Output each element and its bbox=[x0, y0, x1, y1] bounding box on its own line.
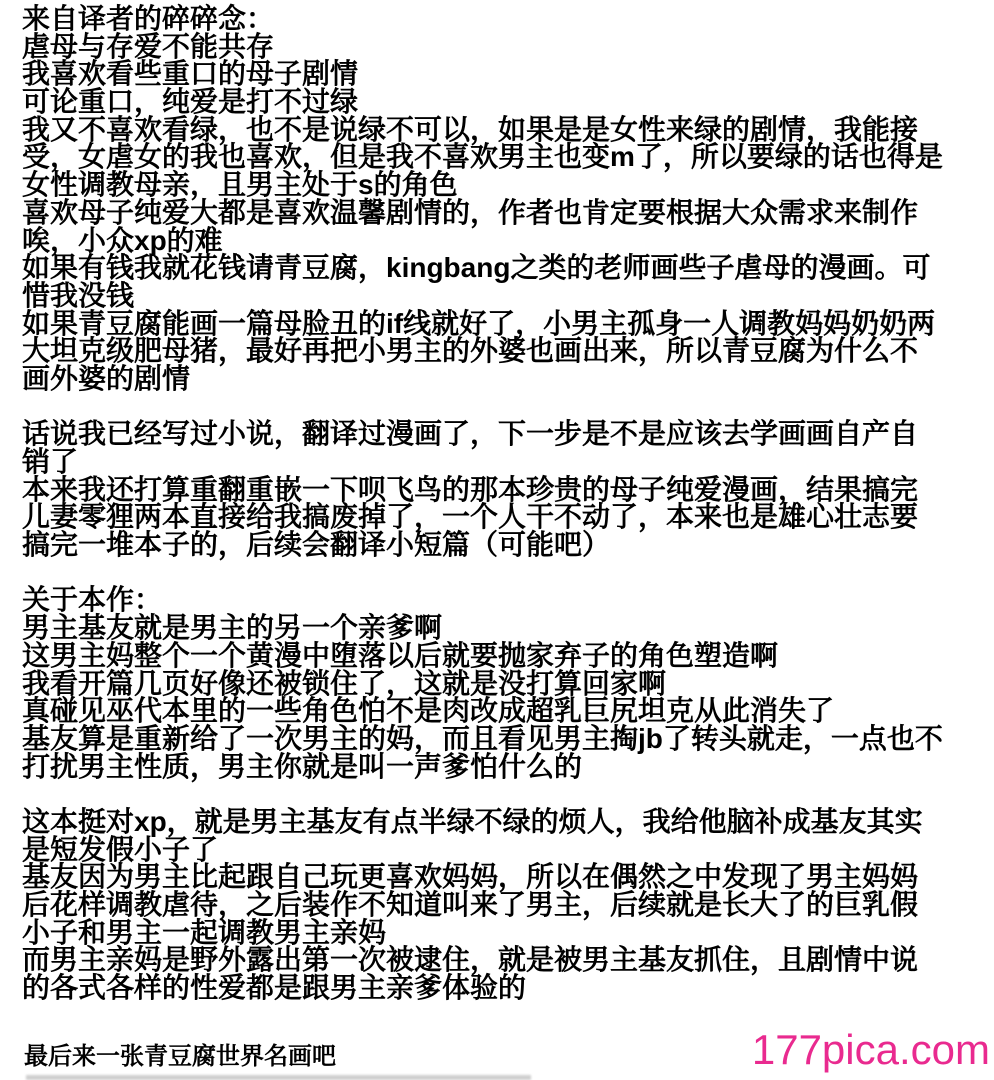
text-line: 后花样调教虐待，之后装作不知道叫来了男主，后续就是长大了的巨乳假 bbox=[22, 889, 919, 920]
text-line: 画外婆的剧情 bbox=[22, 362, 191, 394]
section-xp-commentary bbox=[22, 805, 982, 1004]
text-line: 受，女虐女的我也喜欢，但是我不喜欢男主也变m了，所以要绿的话也得是 bbox=[22, 141, 943, 173]
section-translation-plans bbox=[22, 418, 982, 561]
text-line: 基友算是重新给了一次男主的妈，而且看见男主掏jb了转头就走，一点也不 bbox=[22, 722, 943, 754]
text-line: 可论重口，纯爱是打不过绿 bbox=[22, 86, 359, 118]
text-line: 如果青豆腐能画一篇母脸丑的if线就好了，小男主孤身一人调教妈妈奶奶两 bbox=[22, 307, 936, 339]
text-line: 小子和男主一起调教男主亲妈 bbox=[22, 916, 387, 948]
section-translator-rambling bbox=[22, 5, 982, 393]
text-line: 大坦克级肥母猪，最好再把小男主的外婆也画出来，所以青豆腐为什么不 bbox=[22, 335, 919, 367]
text-line: 搞完一堆本子的，后续会翻译小短篇（可能吧） bbox=[22, 529, 611, 561]
text-line: 儿妻零狸两本直接给我搞废掉了，一个人干不动了，本来也是雄心壮志要 bbox=[22, 501, 919, 533]
text-line: 女性调教母亲，且男主处于s的角色 bbox=[22, 169, 458, 201]
text-line: 打扰男主性质，男主你就是叫一声爹怕什么的 bbox=[22, 750, 583, 782]
section-about-this-work bbox=[22, 586, 982, 780]
text-line: 的各式各样的性爱都是跟男主亲爹体验的 bbox=[22, 972, 527, 1004]
text-line: 我喜欢看些重口的母子剧情 bbox=[22, 58, 359, 90]
cutoff-artifact bbox=[26, 1075, 531, 1080]
text-line: 男主基友就是男主的另一个亲爹啊 bbox=[22, 612, 443, 644]
text-line: 真碰见巫代本里的一些角色怕不是肉改成超乳巨尻坦克从此消失了 bbox=[22, 695, 835, 727]
text-line: 销了 bbox=[22, 446, 79, 477]
text-line: 基友因为男主比起跟自己玩更喜欢妈妈，所以在偶然之中发现了男主妈妈 bbox=[22, 861, 919, 893]
text-line: 来自译者的碎碎念： bbox=[22, 3, 275, 34]
text-line: 虐母与存爱不能共存 bbox=[22, 30, 275, 62]
text-line: 这男主妈整个一个黄漫中堕落以后就要抛家弃子的角色塑造啊 bbox=[22, 639, 779, 671]
text-line: 喜欢母子纯爱大都是喜欢温馨剧情的，作者也肯定要根据大众需求来制作 bbox=[22, 196, 919, 228]
text-line: 如果有钱我就花钱请青豆腐，kingbang之类的老师画些子虐母的漫画。可 bbox=[22, 252, 931, 284]
notes-text bbox=[22, 5, 982, 1002]
text-line: 我看开篇几页好像还被锁住了，这就是没打算回家啊 bbox=[22, 667, 667, 699]
footer-note: 最后来一张青豆腐世界名画吧 bbox=[24, 1043, 336, 1070]
text-line: 本来我还打算重翻重嵌一下呗飞鸟的那本珍贵的母子纯爱漫画，结果搞完 bbox=[22, 473, 919, 505]
text-line: 而男主亲妈是野外露出第一次被逮住，就是被男主基友抓住，且剧情中说 bbox=[22, 944, 919, 976]
text-line: 唉，小众xp的难 bbox=[22, 224, 223, 256]
text-line: 是短发假小子了 bbox=[22, 833, 219, 865]
text-line: 惜我没钱 bbox=[22, 279, 135, 311]
text-line: 话说我已经写过小说，翻译过漫画了，下一步是不是应该去学画画自产自 bbox=[22, 418, 919, 450]
text-line: 我又不喜欢看绿，也不是说绿不可以，如果是是女性来绿的剧情，我能接 bbox=[22, 113, 919, 145]
watermark-177pica: 177pica.com bbox=[751, 1026, 990, 1073]
text-line: 这本挺对xp，就是男主基友有点半绿不绿的烦人，我给他脑补成基友其实 bbox=[22, 805, 923, 837]
text-line: 关于本作： bbox=[22, 584, 163, 616]
